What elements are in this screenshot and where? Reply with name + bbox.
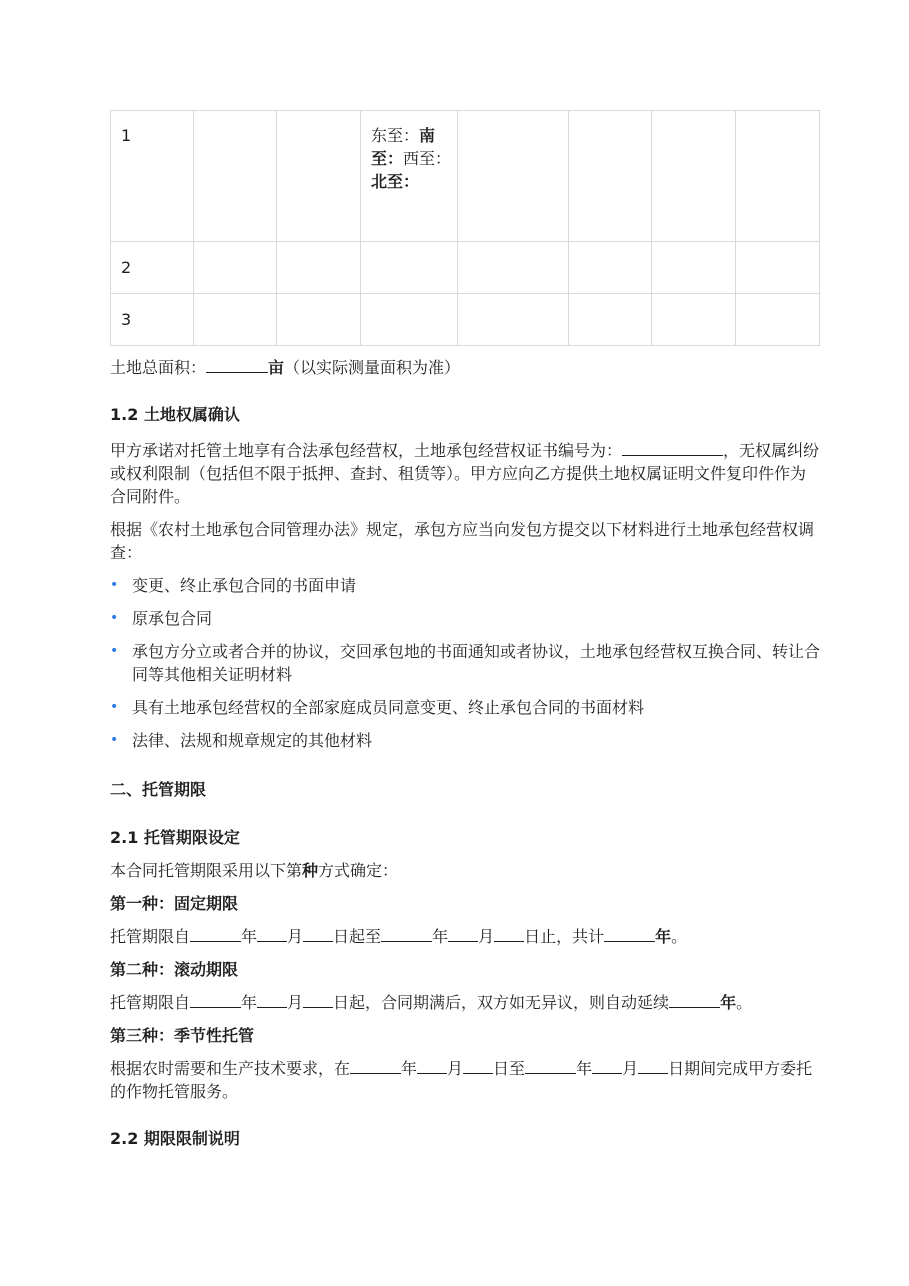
day-blank[interactable] (494, 927, 524, 942)
year-blank[interactable] (350, 1059, 401, 1074)
table-cell (194, 242, 277, 294)
year-blank[interactable] (525, 1059, 576, 1074)
option-1-title: 第一种：固定期限 (110, 894, 239, 913)
table-cell-no: 3 (111, 294, 194, 346)
bullet-icon: • (110, 577, 119, 593)
list-item: • 承包方分立或者合并的协议，交回承包地的书面通知或者协议，土地承包经营权互换合同、转让合同等其他相关证明材料 (110, 642, 821, 684)
table-cell-boundaries (361, 111, 458, 242)
day-blank[interactable] (303, 927, 333, 942)
bullet-icon: • (110, 610, 119, 626)
year-blank[interactable] (381, 927, 432, 942)
bullet-icon: • (110, 643, 119, 659)
month-blank[interactable] (448, 927, 478, 942)
day-blank[interactable] (463, 1059, 493, 1074)
month-blank[interactable] (417, 1059, 447, 1074)
table-cell (652, 294, 736, 346)
list-item: • 法律、法规和规章规定的其他材料 (110, 731, 373, 750)
table-cell (652, 242, 736, 294)
table-row (111, 242, 820, 294)
certificate-number-blank[interactable] (622, 441, 723, 456)
table-cell (277, 242, 361, 294)
table-cell (277, 294, 361, 346)
list-item: • 变更、终止承包合同的书面申请 (110, 576, 357, 595)
table-cell (736, 111, 820, 242)
land-table (110, 110, 820, 346)
table-cell (277, 111, 361, 242)
table-cell (361, 242, 458, 294)
year-blank[interactable] (190, 927, 241, 942)
west-boundary-label: 西至： (403, 149, 452, 168)
year-blank[interactable] (190, 993, 241, 1008)
list-item: • 具有土地承包经营权的全部家庭成员同意变更、终止承包合同的书面材料 (110, 698, 645, 717)
month-blank[interactable] (592, 1059, 622, 1074)
table-cell (652, 111, 736, 242)
table-cell (569, 111, 652, 242)
bullet-icon: • (110, 699, 119, 715)
table-cell (458, 294, 569, 346)
materials-intro-paragraph: 根据《农村土地承包合同管理办法》规定，承包方应当向发包方提交以下材料进行土地承包经营权调查： (110, 520, 815, 562)
section-heading-1-2: 1.2 土地权属确认 (110, 405, 240, 424)
section-heading-2-2: 2.2 期限限制说明 (110, 1129, 240, 1148)
south-boundary-label: 南至： (371, 126, 436, 168)
section-heading-2-1: 2.1 托管期限设定 (110, 828, 240, 847)
table-cell-no: 2 (111, 242, 194, 294)
table-cell (194, 294, 277, 346)
years-total-blank[interactable] (604, 927, 655, 942)
document-page (110, 110, 820, 1150)
option-1-text: 托管期限自 年 月 日起至 年 月 日止，共计 年。 (110, 927, 688, 946)
table-cell-no: 1 (111, 111, 194, 242)
table-cell (458, 242, 569, 294)
total-area-line: 土地总面积： 亩（以实际测量面积为准） (110, 358, 461, 377)
table-cell (569, 294, 652, 346)
east-boundary-label: 东至： (371, 126, 420, 145)
option-2-title: 第二种：滚动期限 (110, 960, 239, 979)
table-cell (458, 111, 569, 242)
table-cell (361, 294, 458, 346)
option-3-title: 第三种：季节性托管 (110, 1026, 255, 1045)
term-method-paragraph: 本合同托管期限采用以下第种方式确定： (110, 861, 399, 880)
table-cell (194, 111, 277, 242)
ownership-paragraph: 甲方承诺对托管土地享有合法承包经营权，土地承包经营权证书编号为： ，无权属纠纷或权利限制（包括但不限于抵押、查封、租赁等）。甲方应向乙方提供土地权属证明文件复印件作为合同附件。 (110, 441, 820, 506)
table-cell (569, 242, 652, 294)
extension-years-blank[interactable] (669, 993, 720, 1008)
month-blank[interactable] (257, 927, 287, 942)
list-item: • 原承包合同 (110, 609, 213, 628)
materials-list (110, 574, 820, 752)
option-3-text: 根据农时需要和生产技术要求，在 年 月 日至 年 月 日期间完成甲方委托的作物托管服务。 (110, 1059, 813, 1101)
table-cell (736, 242, 820, 294)
table-row (111, 294, 820, 346)
north-boundary-label: 北至： (371, 172, 420, 191)
month-blank[interactable] (257, 993, 287, 1008)
bullet-icon: • (110, 732, 119, 748)
day-blank[interactable] (638, 1059, 668, 1074)
option-2-text: 托管期限自 年 月 日起，合同期满后，双方如无异议，则自动延续 年。 (110, 993, 753, 1012)
day-blank[interactable] (303, 993, 333, 1008)
section-heading-2: 二、托管期限 (110, 780, 207, 799)
area-blank[interactable] (206, 358, 268, 373)
table-row (111, 111, 820, 242)
table-cell (736, 294, 820, 346)
